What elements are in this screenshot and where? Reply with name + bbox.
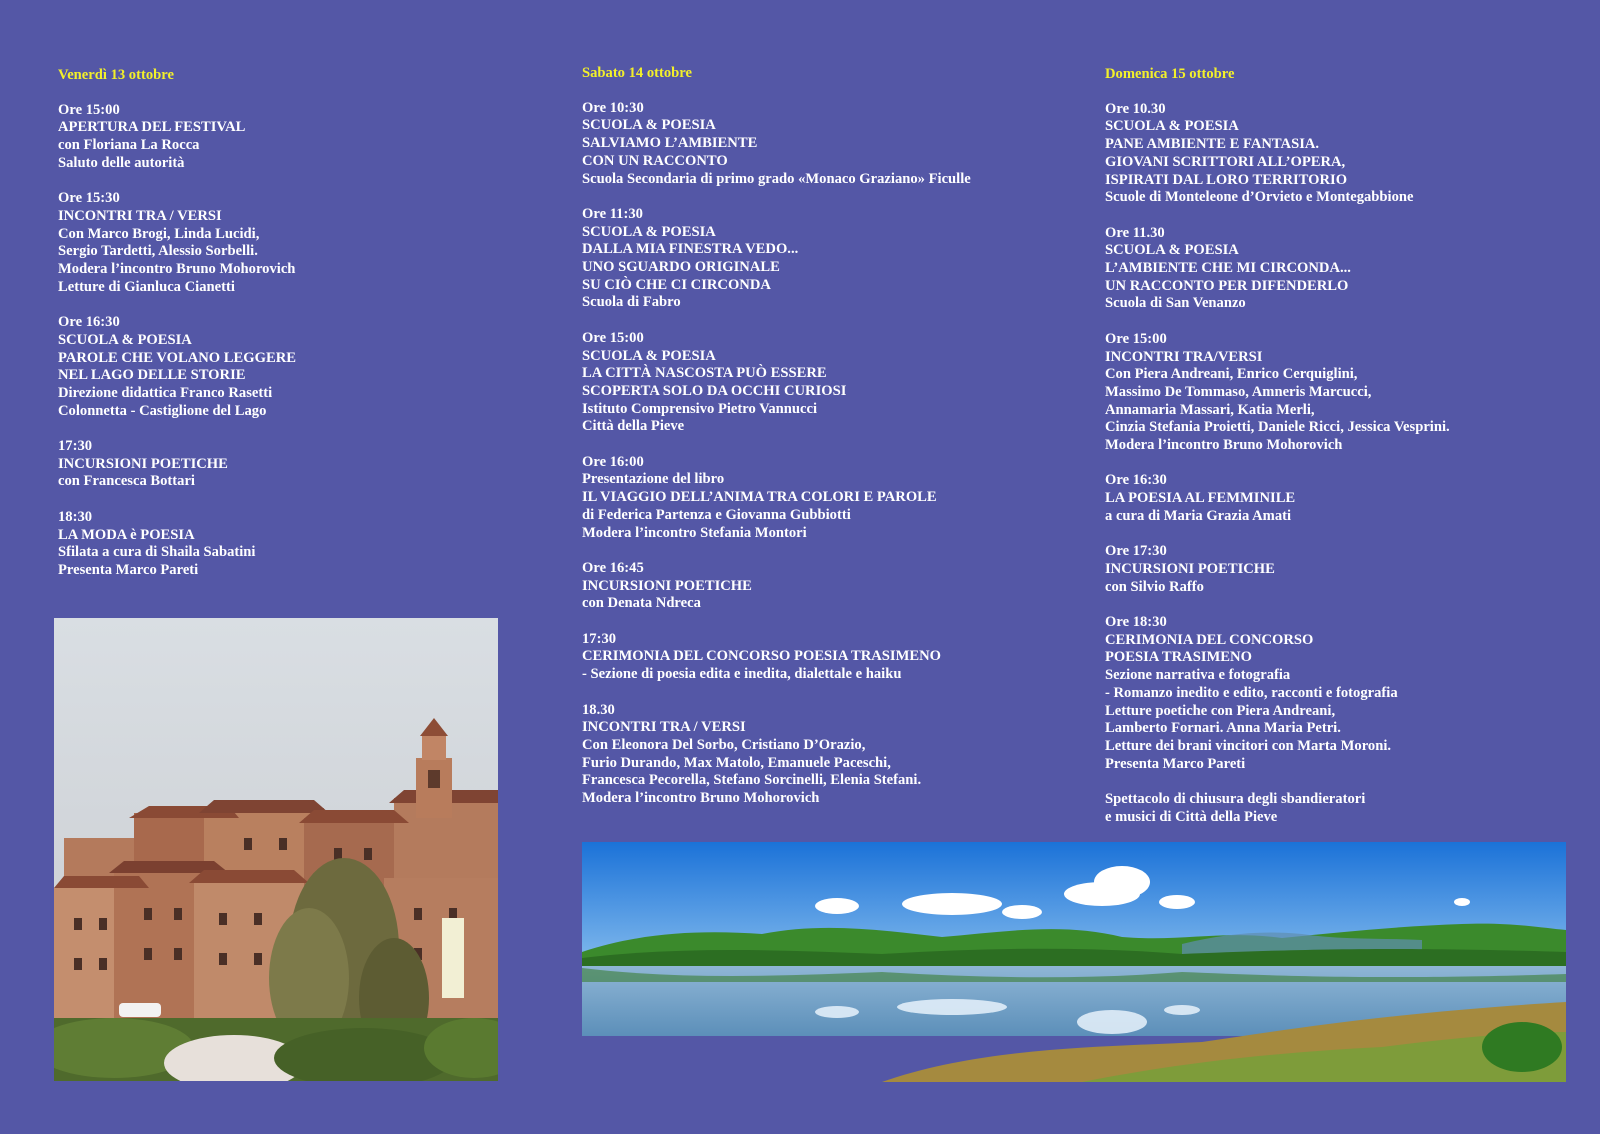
event-line: INCONTRI TRA / VERSI	[58, 207, 222, 224]
friday-column	[58, 67, 528, 597]
saturday-column	[582, 65, 1082, 825]
event-block	[1105, 225, 1585, 314]
event-line: di Federica Partenza e Giovanna Gubbiotti	[582, 506, 851, 523]
event-line: Direzione didattica Franco Rasetti	[58, 384, 273, 401]
event-line: INCURSIONI POETICHE	[1105, 560, 1275, 577]
event-line: INCURSIONI POETICHE	[582, 577, 752, 594]
event-line: SCUOLA & POESIA	[582, 347, 716, 364]
event-block	[58, 314, 528, 420]
lake-photo	[582, 842, 1566, 1082]
event-line: Letture poetiche con Piera Andreani,	[1105, 702, 1336, 719]
event-line: Letture di Gianluca Cianetti	[58, 278, 235, 295]
event-line: 17:30	[582, 630, 617, 647]
event-block	[582, 454, 1082, 543]
event-line: Scuole di Monteleone d’Orvieto e Montegabbione	[1105, 189, 1414, 206]
event-line: Ore 16:30	[1105, 472, 1167, 489]
event-line: a cura di Maria Grazia Amati	[1105, 507, 1292, 524]
event-line: Ore 10:30	[582, 99, 644, 116]
event-line: PANE AMBIENTE E FANTASIA.	[1105, 136, 1320, 153]
event-line: SCUOLA & POESIA	[582, 223, 716, 240]
event-line: Cinzia Stefania Proietti, Daniele Ricci, Jessica Vesprini.	[1105, 419, 1450, 436]
event-block	[58, 509, 528, 580]
event-block	[58, 438, 528, 491]
event-line: Ore 15:00	[58, 101, 120, 118]
event-line: Ore 11:30	[582, 205, 643, 222]
event-line: Sergio Tardetti, Alessio Sorbelli.	[58, 243, 258, 260]
event-block	[582, 206, 1082, 312]
event-line: Ore 15:00	[1105, 330, 1167, 347]
event-line: Francesca Pecorella, Stefano Sorcinelli, Elenia Stefani.	[582, 772, 922, 789]
event-line: con Francesca Bottari	[58, 473, 195, 490]
event-line: LA CITTÀ NASCOSTA PUÒ ESSERE	[582, 365, 827, 382]
event-line: con Silvio Raffo	[1105, 578, 1204, 595]
event-line: - Romanzo inedito e edito, racconti e fotografia	[1105, 684, 1398, 701]
event-line: Città della Pieve	[582, 418, 685, 435]
event-line: ISPIRATI DAL LORO TERRITORIO	[1105, 171, 1348, 188]
event-block	[1105, 791, 1585, 826]
event-line: Sezione narrativa e fotografia	[1105, 667, 1291, 684]
event-line: POESIA TRASIMENO	[1105, 649, 1252, 666]
event-block	[582, 631, 1082, 684]
event-line: CERIMONIA DEL CONCORSO POESIA TRASIMENO	[582, 648, 941, 665]
event-line: CON UN RACCONTO	[582, 152, 728, 169]
day-title: Sabato 14 ottobre	[582, 65, 692, 81]
event-line: L’AMBIENTE CHE MI CIRCONDA...	[1105, 260, 1351, 277]
event-line: Modera l’incontro Bruno Mohorovich	[1105, 437, 1343, 454]
event-line: Modera l’incontro Bruno Mohorovich	[58, 261, 296, 278]
event-block	[582, 702, 1082, 808]
event-line: DALLA MIA FINESTRA VEDO...	[582, 241, 799, 258]
event-line: Annamaria Massari, Katia Merli,	[1105, 401, 1315, 418]
event-line: Colonnetta - Castiglione del Lago	[58, 402, 267, 419]
event-line: INCONTRI TRA / VERSI	[582, 719, 746, 736]
event-line: Furio Durando, Max Matolo, Emanuele Paceschi,	[582, 754, 891, 771]
event-line: UN RACCONTO PER DIFENDERLO	[1105, 277, 1349, 294]
event-line: LA MODA è POESIA	[58, 526, 195, 543]
event-line: Con Piera Andreani, Enrico Cerquiglini,	[1105, 366, 1358, 383]
event-line: Ore 15:00	[582, 329, 644, 346]
event-block	[1105, 101, 1585, 207]
event-line: INCURSIONI POETICHE	[58, 455, 228, 472]
event-line: 18:30	[58, 508, 93, 525]
event-line: SCOPERTA SOLO DA OCCHI CURIOSI	[582, 382, 847, 399]
event-line: con Denata Ndreca	[582, 595, 701, 612]
event-line: 18.30	[582, 701, 615, 718]
town-photo	[54, 618, 498, 1081]
event-line: NEL LAGO DELLE STORIE	[58, 367, 246, 384]
event-line: Modera l’incontro Bruno Mohorovich	[582, 790, 820, 807]
event-line: Ore 11.30	[1105, 224, 1165, 241]
event-line: Sfilata a cura di Shaila Sabatini	[58, 544, 256, 561]
event-line: LA POESIA AL FEMMINILE	[1105, 490, 1296, 507]
event-line: Letture dei brani vincitori con Marta Moroni.	[1105, 737, 1392, 754]
event-line: con Floriana La Rocca	[58, 137, 200, 154]
event-line: 17:30	[58, 438, 93, 455]
event-block	[582, 560, 1082, 613]
day-title: Venerdì 13 ottobre	[58, 67, 174, 83]
event-block	[1105, 472, 1585, 525]
event-line: Ore 16:45	[582, 559, 644, 576]
event-line: Presenta Marco Pareti	[58, 561, 199, 578]
event-line: Massimo De Tommaso, Amneris Marcucci,	[1105, 383, 1372, 400]
event-line: PAROLE CHE VOLANO LEGGERE	[58, 349, 296, 366]
event-line: SCUOLA & POESIA	[58, 331, 192, 348]
event-line: Ore 17:30	[1105, 543, 1167, 560]
day-title: Domenica 15 ottobre	[1105, 66, 1235, 82]
event-line: INCONTRI TRA/VERSI	[1105, 348, 1263, 365]
event-line: Ore 16:00	[582, 453, 644, 470]
event-line: Ore 18:30	[1105, 614, 1167, 631]
event-block	[1105, 331, 1585, 455]
event-block	[582, 330, 1082, 436]
event-line: Ore 10.30	[1105, 100, 1166, 117]
event-line: Scuola Secondaria di primo grado «Monaco Graziano» Ficulle	[582, 170, 971, 187]
event-line: SCUOLA & POESIA	[1105, 242, 1239, 259]
event-line: Lamberto Fornari. Anna Maria Petri.	[1105, 720, 1341, 737]
event-line: Presenta Marco Pareti	[1105, 755, 1246, 772]
event-line: Saluto delle autorità	[58, 154, 185, 171]
event-block	[1105, 543, 1585, 596]
event-line: - Sezione di poesia edita e inedita, dialettale e haiku	[582, 666, 902, 683]
event-line: Modera l’incontro Stefania Montori	[582, 524, 807, 541]
event-line: APERTURA DEL FESTIVAL	[58, 119, 246, 136]
event-line: SU CIÒ CHE CI CIRCONDA	[582, 276, 771, 293]
event-line: Con Marco Brogi, Linda Lucidi,	[58, 225, 260, 242]
event-line: Ore 16:30	[58, 314, 120, 331]
event-line: e musici di Città della Pieve	[1105, 808, 1278, 825]
sunday-column	[1105, 66, 1585, 844]
event-line: UNO SGUARDO ORIGINALE	[582, 259, 780, 276]
event-block	[58, 190, 528, 296]
event-line: Istituto Comprensivo Pietro Vannucci	[582, 400, 818, 417]
event-line: Presentazione del libro	[582, 471, 725, 488]
event-line: Ore 15:30	[58, 190, 120, 207]
event-line: Scuola di Fabro	[582, 294, 681, 311]
event-line: GIOVANI SCRITTORI ALL’OPERA,	[1105, 153, 1346, 170]
event-line: CERIMONIA DEL CONCORSO	[1105, 631, 1314, 648]
event-line: SCUOLA & POESIA	[582, 117, 716, 134]
event-line: SALVIAMO L’AMBIENTE	[582, 135, 758, 152]
event-line: SCUOLA & POESIA	[1105, 118, 1239, 135]
event-line: Con Eleonora Del Sorbo, Cristiano D’Orazio,	[582, 736, 866, 753]
event-line: Spettacolo di chiusura degli sbandieratori	[1105, 791, 1366, 808]
event-line: IL VIAGGIO DELL’ANIMA TRA COLORI E PAROLE	[582, 489, 937, 506]
event-line: Scuola di San Venanzo	[1105, 295, 1246, 312]
event-block	[582, 100, 1082, 189]
event-block	[1105, 614, 1585, 773]
event-block	[58, 102, 528, 173]
